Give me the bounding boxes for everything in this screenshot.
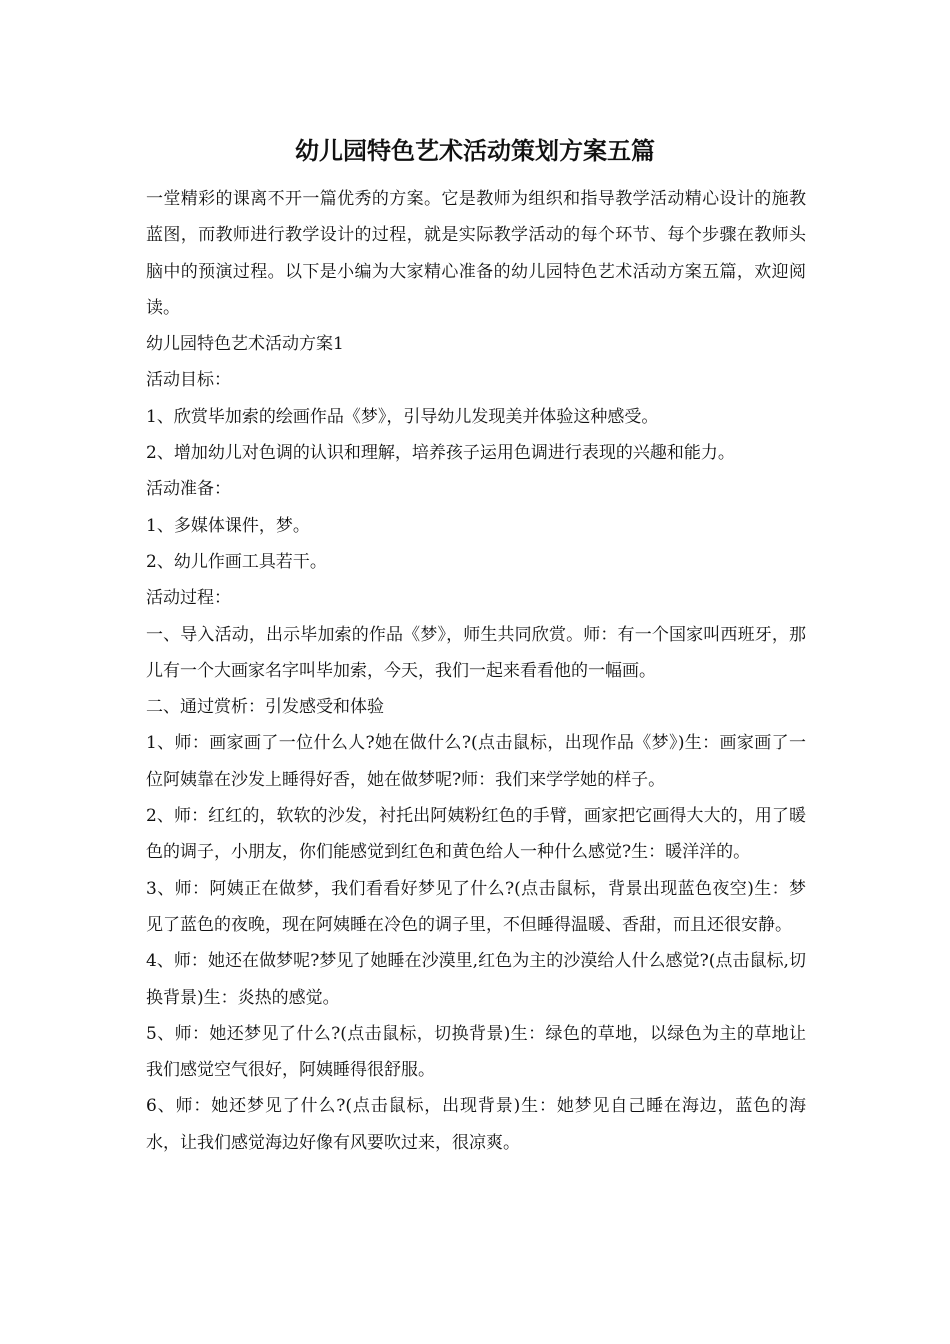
process-item-5: 5、师：她还梦见了什么?(点击鼠标，切换背景)生：绿色的草地，以绿色为主的草地让我们感觉空气很好，阿姨睡得很舒服。 (146, 1023, 806, 1081)
section-heading-plan-1: 幼儿园特色艺术活动方案1 (146, 334, 344, 355)
process-step-appreciation: 二、通过赏析：引发感受和体验 (146, 697, 384, 718)
process-step-intro: 一、导入活动，出示毕加索的作品《梦》，师生共同欣赏。师：有一个国家叫西班牙，那儿有一个大画家名字叫毕加索，今天，我们一起来看看他的一幅画。 (146, 624, 806, 681)
process-item-4: 4、师：她还在做梦呢?梦见了她睡在沙漠里,红色为主的沙漠给人什么感觉?(点击鼠标,切换背景)生：炎热的感觉。 (146, 951, 806, 1008)
process-item-2: 2、师：红红的，软软的沙发，衬托出阿姨粉红色的手臂，画家把它画得大大的，用了暖色的调子，小朋友，你们能感觉到红色和黄色给人一种什么感觉?生：暖洋洋的。 (146, 806, 806, 863)
goal-item-1: 1、欣赏毕加索的绘画作品《梦》，引导幼儿发现美并体验这种感受。 (146, 406, 659, 427)
preparation-item-1: 1、多媒体课件，梦。 (146, 515, 310, 536)
heading-activity-goals: 活动目标： (146, 370, 231, 391)
goal-item-2: 2、增加幼儿对色调的认识和理解，培养孩子运用色调进行表现的兴趣和能力。 (146, 443, 735, 464)
process-item-3: 3、师：阿姨正在做梦，我们看看好梦见了什么?(点击鼠标，背景出现蓝色夜空)生：梦见了蓝色的夜晚，现在阿姨睡在冷色的调子里，不但睡得温暖、香甜，而且还很安静。 (146, 878, 806, 935)
process-item-1: 1、师：画家画了一位什么人?她在做什么?(点击鼠标，出现作品《梦》)生：画家画了一位阿姨靠在沙发上睡得好香，她在做梦呢?师：我们来学学她的样子。 (146, 733, 806, 790)
heading-activity-preparation: 活动准备： (146, 479, 231, 500)
heading-activity-process: 活动过程： (146, 588, 231, 609)
process-item-6: 6、师：她还梦见了什么?(点击鼠标，出现背景)生：她梦见自己睡在海边，蓝色的海水，让我们感觉海边好像有风要吹过来，很凉爽。 (146, 1096, 806, 1153)
document-title: 幼儿园特色艺术活动策划方案五篇 (295, 136, 655, 165)
preparation-item-2: 2、幼儿作画工具若干。 (146, 551, 327, 572)
intro-paragraph: 一堂精彩的课离不开一篇优秀的方案。它是教师为组织和指导教学活动精心设计的施教蓝图，而教师进行教学设计的过程，就是实际教学活动的每个环节、每个步骤在教师头脑中的预演过程。以下是小编为大家精心准备的幼儿园特色艺术活动方案五篇，欢迎阅读。 (146, 189, 806, 318)
document-body (146, 181, 806, 1161)
